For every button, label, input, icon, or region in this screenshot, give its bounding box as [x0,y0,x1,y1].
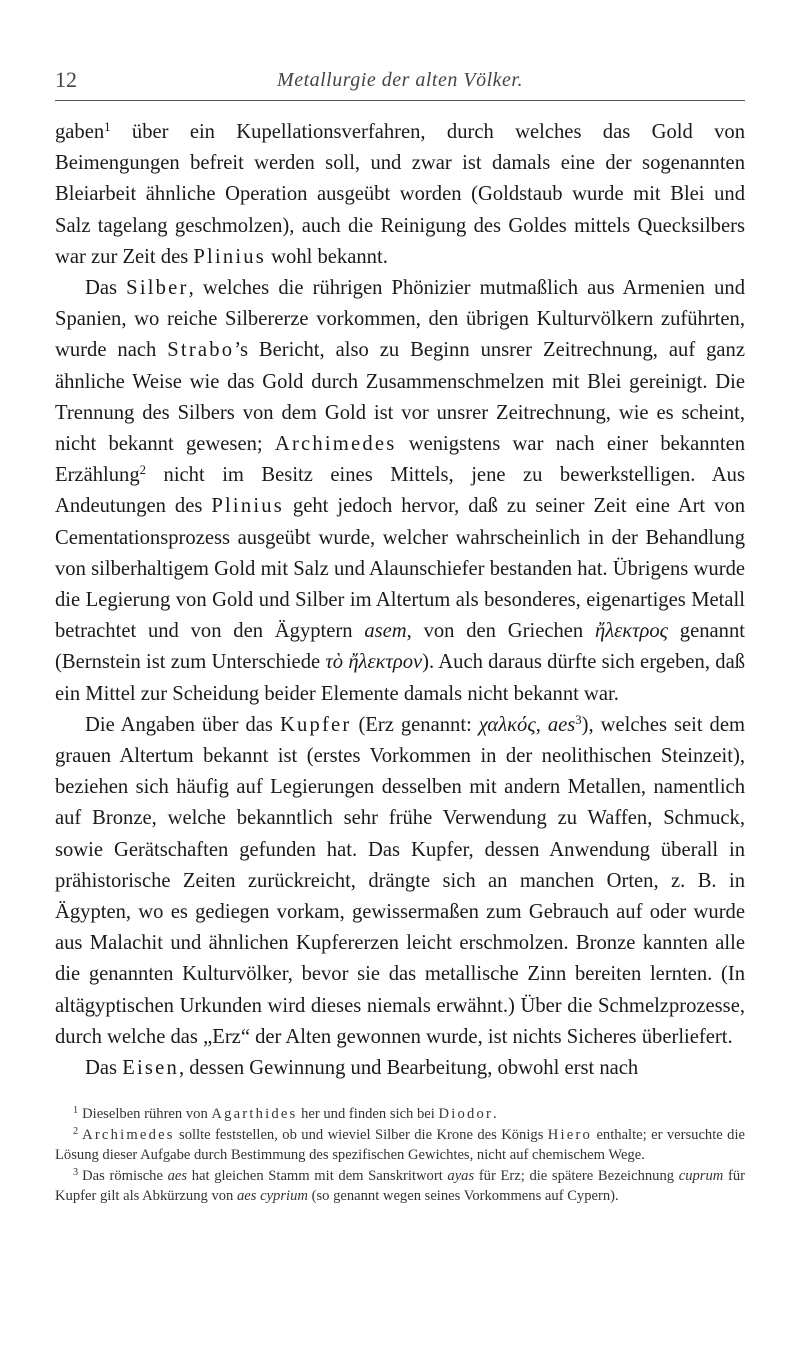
spaced-name: Agarthides [211,1106,298,1123]
text-run: . [493,1106,497,1123]
spaced-name: Archimedes [82,1126,175,1143]
italic-term: cuprum [678,1167,724,1184]
spaced-name: Eisen [122,1057,179,1080]
spaced-name: Plinius [193,245,267,268]
book-page [55,0,745,1207]
page-header [55,60,745,101]
page-number: 12 [55,67,77,92]
text-run: genannt (Bernstein ist zum Unterschiede [55,620,745,674]
italic-term: ἤλεκτρος [594,620,669,643]
text-run: her und finden sich bei [297,1106,439,1123]
text-run: ), welches seit dem grauen Altertum bekannt ist (erstes Vorkommen in der neolithischen Steinzeit), beziehen sich häufig auf Legierungen desselben mit andern Metallen, namentlich auf Bronze, welche bekanntlich sehr frühe Verwendung zu Waffen, Schmuck, sowie Gerätschaften gefunden hat. Das Kupfer, dessen Anwendung überall in prähistorische Zeiten zurückreicht, drängte sich an manchen Orten, z. B. in Ägypten, wo es gediegen vorkam, gewissermaßen zum Gebrauch auf oder wurde aus Malachit und ähnlichen Kupfererzen leicht erschmolzen. Bronze kannten alle die genannten Kulturvölker, bevor sie das metallische Zinn bereiten lernten. (In altägyptischen Urkunden wird dieses niemals erwähnt.) Über die Schmelzprozesse, durch welche das „Erz“ der Alten gewonnen wurde, ist nichts Sicheres überliefert. [55,713,746,1048]
text-run: , dessen Gewinnung und Bearbeitung, obwohl erst nach [178,1057,639,1080]
footnote-reference: 1 [104,119,111,134]
spaced-name: Strabo [167,339,235,362]
italic-term: ayas [447,1167,475,1184]
spaced-name: Plinius [211,495,284,518]
text-run: für Erz; die spätere Bezeichnung [474,1167,679,1184]
footnote [55,1166,745,1207]
text-run: ). Auch daraus dürfte sich ergeben, daß ein Mittel zur Scheidung beider Elemente damals nicht bekannt war. [55,651,746,705]
italic-term: χαλκός [478,713,536,736]
text-run: wenigstens war nach einer bekannten Erzählung [55,433,746,487]
text-run: , von den Griechen [406,620,595,643]
paragraph [55,1053,745,1084]
text-run: sollte feststellen, ob und wieviel Silber die Krone des Königs [174,1126,548,1143]
italic-term: τὸ ἤλεκτρον [325,651,423,674]
footnote-mark: 3 [73,1166,79,1178]
running-title: Metallurgie der alten Völker. [277,69,523,91]
footnotes [55,1104,745,1207]
text-run: geht jedoch hervor, daß zu seiner Zeit eine Art von Cementationsprozess ausgeübt wurde, welcher wahrscheinlich in der Behandlung von silberhaltigem Gold mit Salz und Alaunschiefer bestanden hat. Übrigens wurde die Legierung von Gold und Silber im Altertum als besonderes, eigenartiges Metall betrachtet und von den Ägyptern [55,495,745,643]
italic-term: aes [167,1167,188,1184]
paragraph [55,117,745,273]
text-run: gaben [55,121,105,143]
footnote-mark: 2 [73,1125,79,1137]
text-run: hat gleichen Stamm mit dem Sanskritwort [187,1167,448,1184]
footnote-mark: 1 [73,1105,79,1117]
body-text [55,117,745,1084]
spaced-name: Hiero [547,1126,593,1143]
text-run: Das [85,1057,123,1080]
text-run: wohl bekannt. [266,245,388,268]
footnote [55,1125,745,1166]
text-run: , welches die rührigen Phönizier mutmaßlich aus Armenien und Spanien, wo reiche Silbererze vorkommen, den übrigen Kulturvölkern zuführten, wurde nach [55,277,745,362]
text-run: Die Angaben über das [85,713,280,736]
text-run: Das römische [82,1167,168,1184]
spaced-name: Archimedes [274,433,397,456]
paragraph [55,710,745,1053]
footnote-reference: 2 [139,463,147,478]
text-run: ’s Bericht, also zu Beginn unsrer Zeitrechnung, auf ganz ähnliche Weise wie das Gold durch Zusammenschmelzen mit Blei gereinigt. Die Trennung des Silbers von dem Gold ist vor unsrer Zeitrechnung, wie es scheint, nicht bekannt gewesen; [55,339,745,456]
text-run: (Erz genannt: [351,713,479,736]
paragraph [55,273,745,710]
text-run: Dieselben rühren von [82,1106,212,1123]
text-run: für Kupfer gilt als Abkürzung von [55,1167,745,1205]
spaced-name: Diodor [438,1106,494,1123]
italic-term: asem [364,620,407,643]
text-run: nicht im Besitz eines Mittels, jene zu bewerkstelligen. Aus Andeutungen des [55,464,745,518]
text-run: über ein Kupellationsverfahren, durch welches das Gold von Beimengungen befreit werden soll, und zwar ist damals eine der sogenannten Bleiarbeit ähnliche Operation ausgeübt worden (Goldstaub wurde mit Blei und Salz tagelang geschmolzen), auch die Reinigung des Goldes mittels Quecksilbers war zur Zeit des [55,121,745,268]
footnote [55,1104,745,1125]
spaced-name: Kupfer [279,713,352,736]
text-run: Das [85,277,127,300]
spaced-name: Silber [126,277,189,300]
text-run: , [535,713,548,736]
text-run: (so genannt wegen seines Vorkommens auf Cypern). [307,1188,619,1205]
italic-term: aes [547,713,576,736]
footnote-reference: 3 [575,712,582,727]
italic-term: aes cyprium [237,1188,308,1205]
text-run: enthalte; er versuchte die Lösung dieser Aufgabe durch Bestimmung des spezifischen Gewichtes, nicht auf chemischem Wege. [55,1126,746,1164]
